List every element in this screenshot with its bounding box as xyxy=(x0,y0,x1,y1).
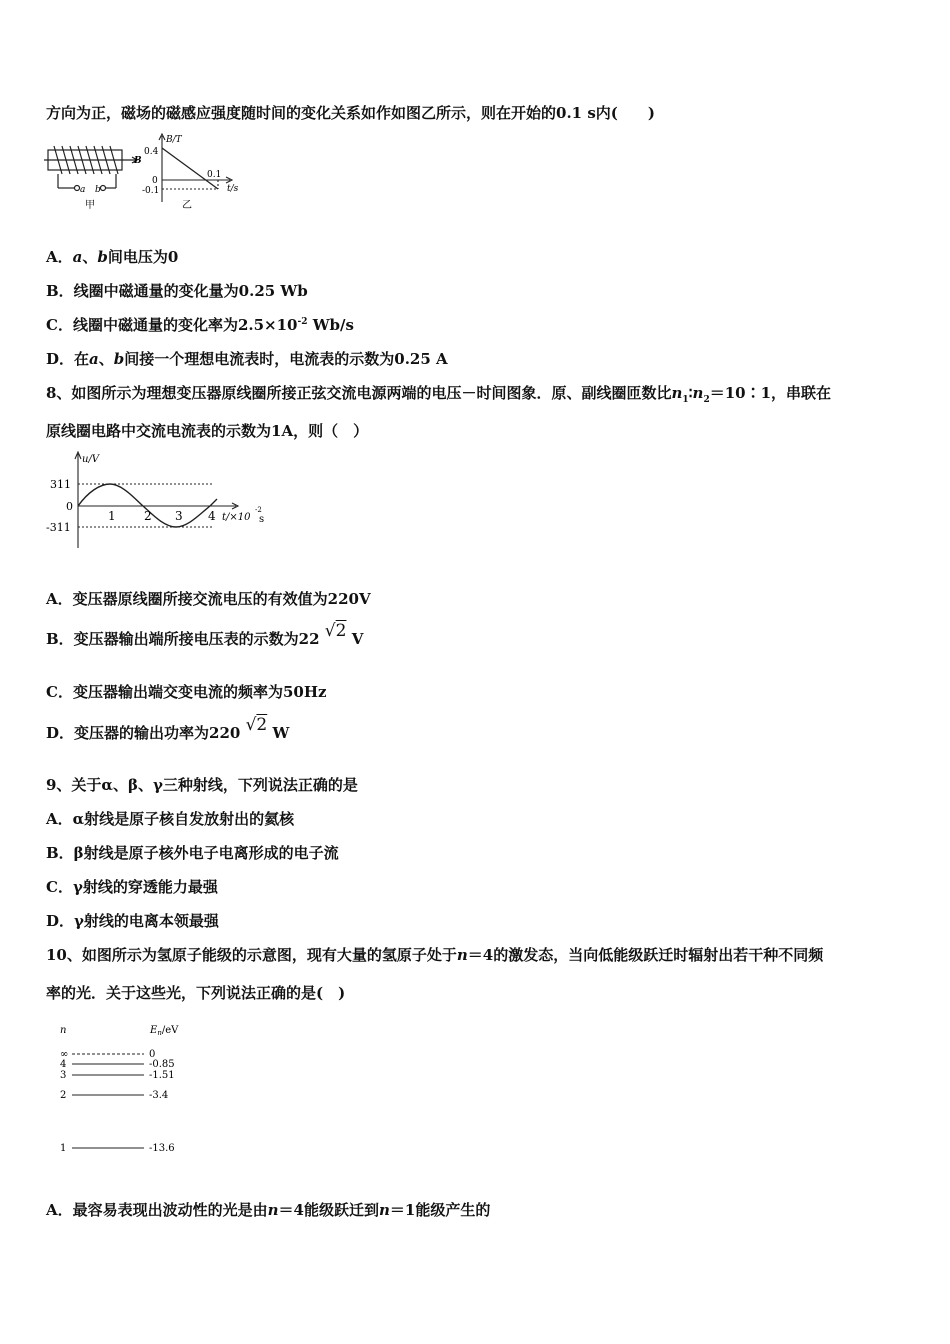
e-3: -1.51 xyxy=(149,1070,175,1081)
label-B: B xyxy=(134,156,142,166)
sqrt-symbol: √2 xyxy=(245,715,268,735)
q7-option-c: C．线圈中磁通量的变化率为$2.5\times 10^{-2}$ Wb/s xyxy=(46,316,354,334)
tick-1: 1 xyxy=(108,509,116,523)
sqrt-symbol: √2 xyxy=(324,621,347,641)
q9-option-b: B．β射线是原子核外电子电离形成的电子流 xyxy=(46,844,339,862)
tick-0: 0 xyxy=(152,176,158,186)
tick-0.4: 0.4 xyxy=(144,147,159,157)
q7-option-a: A．a、b间电压为0 xyxy=(46,248,179,266)
q9-option-a: A．α射线是原子核自发放射出的氦核 xyxy=(46,810,295,828)
n-4: 4 xyxy=(60,1059,67,1070)
e-2: -3.4 xyxy=(149,1090,169,1101)
n-inf: ∞ xyxy=(60,1049,69,1060)
coil-diagram xyxy=(44,146,137,191)
tick-minus-311: -311 xyxy=(46,521,71,534)
label-jia: 甲 xyxy=(85,200,95,211)
question-continuation: 方向为正，磁场的磁感应强度随时间的变化关系如作如图乙所示，则在开始的0.1 s内( ) xyxy=(46,104,655,122)
tick-0: 0 xyxy=(66,500,73,513)
q9-option-c: C．γ射线的穿透能力最强 xyxy=(46,878,218,896)
axis-exp: -2 xyxy=(255,506,262,514)
axis-label-u: u/V xyxy=(82,454,100,465)
e-1: -13.6 xyxy=(149,1143,175,1154)
e-4: -0.85 xyxy=(149,1059,175,1070)
q8-option-d: D．变压器的输出功率为220 √2 W xyxy=(46,715,290,742)
label-En: $E_n/eV$ xyxy=(150,1025,179,1037)
n-1: 1 xyxy=(60,1143,67,1154)
q7-option-d: D．在a、b间接一个理想电流表时，电流表的示数为0.25 A xyxy=(46,350,448,368)
axis-unit: s xyxy=(259,514,265,525)
axis-label-t: t/×10 xyxy=(222,512,251,523)
tick-311: 311 xyxy=(50,478,71,491)
q10-option-a: A．最容易表现出波动性的光是由n＝4能级跃迁到n＝1能级产生的 xyxy=(46,1201,491,1219)
q8-stem-line2: 原线圈电路中交流电流表的示数为1A，则（ ） xyxy=(46,422,369,440)
e-inf: 0 xyxy=(149,1049,156,1060)
label-b: b xyxy=(95,185,101,195)
tick-0.1: 0.1 xyxy=(207,170,222,180)
axis-label-t: t/s xyxy=(227,184,239,194)
tick-2: 2 xyxy=(144,509,152,523)
label-yi: 乙 xyxy=(182,200,192,211)
tick-minus-0.1: -0.1 xyxy=(142,186,160,196)
q9-stem: 9、关于α、β、γ三种射线，下列说法正确的是 xyxy=(46,776,358,794)
bt-line xyxy=(162,148,218,189)
q10-stem-line1: 10、如图所示为氢原子能级的示意图，现有大量的氢原子处于n＝4的激发态，当向低能级跃迁时辐射出若干种不同频 xyxy=(46,946,824,964)
tick-4: 4 xyxy=(208,509,216,523)
coil-and-graph-figure xyxy=(44,132,249,214)
tick-3: 3 xyxy=(175,509,183,523)
q8-option-c: C．变压器输出端交变电流的频率为50Hz xyxy=(46,683,327,701)
label-n: n xyxy=(60,1025,67,1036)
label-a: a xyxy=(80,185,86,195)
q8-option-a: A．变压器原线圈所接交流电压的有效值为220V xyxy=(46,590,371,608)
q7-option-b: B．线圈中磁通量的变化量为0.25 Wb xyxy=(46,282,308,300)
n-3: 3 xyxy=(60,1070,67,1081)
energy-level-diagram xyxy=(54,1020,204,1160)
sine-voltage-graph xyxy=(44,450,274,552)
q8-stem-line1: 8、如图所示为理想变压器原线圈所接正弦交流电源两端的电压－时间图象．原、副线圈匝数比$n_1∶n_2=10∶1$，串联在 xyxy=(46,384,832,405)
n-2: 2 xyxy=(60,1090,67,1101)
q9-option-d: D．γ射线的电离本领最强 xyxy=(46,912,219,930)
q10-stem-line2: 率的光．关于这些光，下列说法正确的是( ) xyxy=(46,984,346,1002)
axis-label-B: B/T xyxy=(166,135,182,145)
q8-option-b: B．变压器输出端所接电压表的示数为22 √2 V xyxy=(46,621,364,648)
